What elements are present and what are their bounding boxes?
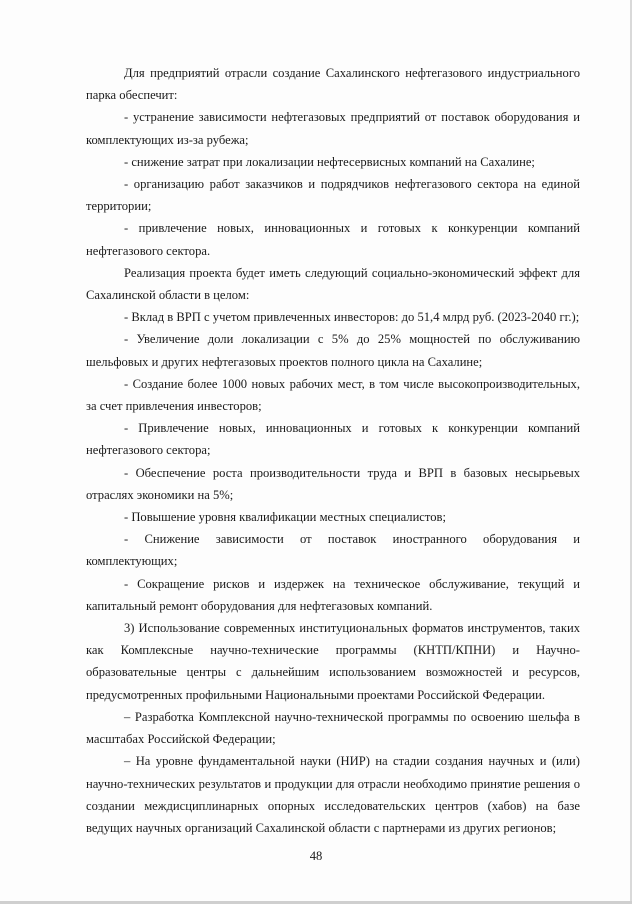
list-item: - Вклад в ВРП с учетом привлеченных инвесторов: до 51,4 млрд руб. (2023-2040 гг.); bbox=[124, 310, 580, 325]
list-item: - снижение затрат при локализации нефтесервисных компаний на Сахалине; bbox=[124, 154, 535, 169]
list-item: - Создание более 1000 новых рабочих мест, в том числе высокопроизводительных, за счет привлечения инвесторов; bbox=[86, 376, 580, 414]
list-item: - привлечение новых, инновационных и готовых к конкуренции компаний нефтегазового сектора. bbox=[86, 221, 580, 258]
list-item: - устранение зависимости нефтегазовых предприятий от поставок оборудования и комплектующих из-за рубежа; bbox=[86, 110, 580, 147]
list-item: - Снижение зависимости от поставок иностранного оборудования и комплектующих; bbox=[86, 532, 580, 569]
list-item: - Привлечение новых, инновационных и готовых к конкуренции компаний нефтегазового сектора; bbox=[86, 421, 580, 458]
document-body bbox=[86, 62, 580, 839]
list-item: - Сокращение рисков и издержек на техническое обслуживание, текущий и капитальный ремонт оборудования для нефтегазовых компаний. bbox=[86, 576, 580, 613]
list-item: - Увеличение доли локализации с 5% до 25% мощностей по обслуживанию шельфовых и других нефтегазовых проектов полного цикла на Сахалине; bbox=[86, 332, 580, 369]
list-item: – Разработка Комплексной научно-технической программы по освоению шельфа в масштабах Российской Федерации; bbox=[86, 709, 580, 747]
paragraph-effect: Реализация проекта будет иметь следующий социально-экономический эффект для Сахалинской области в целом: bbox=[86, 265, 580, 303]
paragraph-intro: Для предприятий отрасли создание Сахалинского нефтегазового индустриального парка обеспечит: bbox=[86, 66, 580, 103]
list-item: - Повышение уровня квалификации местных специалистов; bbox=[124, 510, 446, 525]
list-item: - Обеспечение роста производительности труда и ВРП в базовых несырьевых отраслях экономики на 5%; bbox=[86, 465, 580, 502]
paragraph-section-3: 3) Использование современных институциональных форматов инструментов, таких как Комплексные научно-технические программы (КНТП/КПНИ) и Научно-образовательные центры с дальнейшим использованием возможностей и ресурсов, предусмотренных профильными Национальными проектами Российской Федерации. bbox=[86, 621, 580, 702]
page-number: 48 bbox=[309, 849, 323, 863]
list-item: – На уровне фундаментальной науки (НИР) на стадии создания научных и (или) научно-технических результатов и продукции для отрасли необходимо принятие решения о создании междисциплинарных опорных исследовательских центров (хабов) на базе ведущих научных организаций Сахалинской области с партнерами из других регионов; bbox=[86, 754, 580, 835]
list-item: - организацию работ заказчиков и подрядчиков нефтегазового сектора на единой территории; bbox=[86, 177, 580, 214]
